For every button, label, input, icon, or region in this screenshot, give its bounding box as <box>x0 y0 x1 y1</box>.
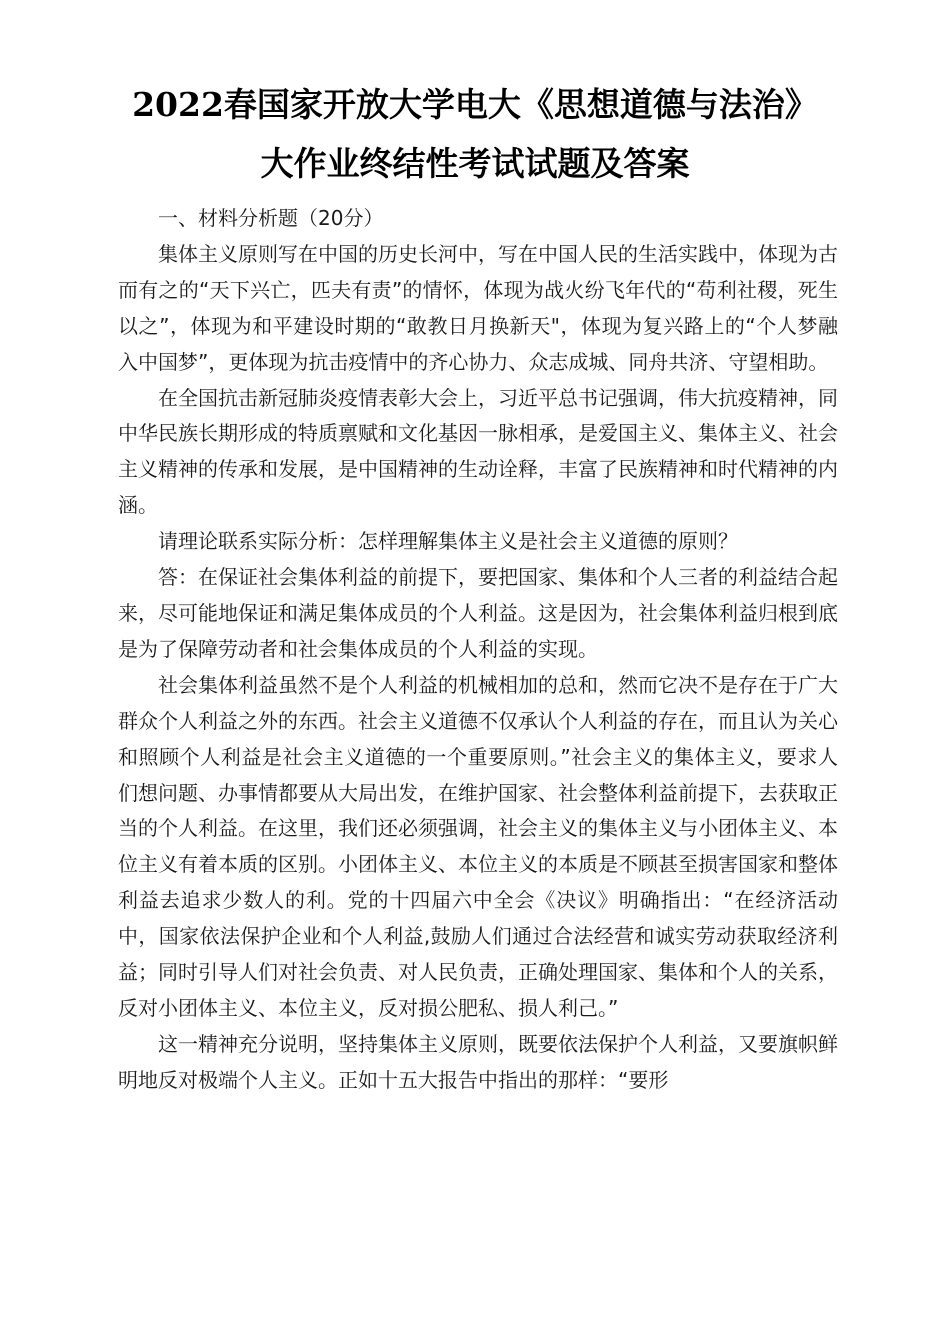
paragraph-answer-1: 答：在保证社会集体利益的前提下，要把国家、集体和个人三者的利益结合起来，尽可能地保证和满足集体成员的个人利益。这是因为，社会集体利益归根到底是为了保障劳动者和社会集体成员的个人利益的实现。 <box>118 565 838 661</box>
paragraph-answer-2: 社会集体利益虽然不是个人利益的机械相加的总和，然而它决不是存在于广大群众个人利益之外的东西。社会主义道德不仅承认个人利益的存在，而且认为关心和照顾个人利益是社会主义道德的一个重要原则。”社会主义的集体主义，要求人们想问题、办事情都要从大局出发，在维护国家、社会整体利益前提下，去获取正当的个人利益。在这里，我们还必须强调，社会主义的集体主义与小团体主义、本位主义有着本质的区别。小团体主义、本位主义的本质是不顾甚至损害国家和整体利益去追求少数人的利。党的十四届六中全会《决议》明确指出：“在经济活动中，国家依法保护企业和个人利益,鼓励人们通过合法经营和诚实劳动获取经济利益；同时引导人们对社会负责、对人民负责，正确处理国家、集体和个人的关系，反对小团体主义、本位主义，反对损公肥私、损人利己。” <box>118 672 838 1020</box>
document-title-line-2: 大作业终结性考试试题及答案 <box>260 144 690 183</box>
paragraph-material-1: 集体主义原则写在中国的历史长河中，写在中国人民的生活实践中，体现为古而有之的“天下兴亡，匹夫有责”的情怀，体现为战火纷飞年代的“苟利社稷，死生以之”，体现为和平建设时期的“敢教日月换新天"，体现为复兴路上的“个人梦融入中国梦”，更体现为抗击疫情中的齐心协力、众志成城、同舟共济、守望相助。 <box>118 241 838 374</box>
document-body <box>118 201 838 1099</box>
document-title-line-1: 2022春国家开放大学电大《思想道德与法治》 <box>132 85 818 124</box>
paragraph-question: 请理论联系实际分析：怎样理解集体主义是社会主义道德的原则？ <box>158 529 738 554</box>
section-heading: 一、材料分析题（20分） <box>158 206 384 230</box>
paragraph-material-2: 在全国抗击新冠肺炎疫情表彰大会上，习近平总书记强调，伟大抗疫精神，同中华民族长期形成的特质禀赋和文化基因一脉相承，是爱国主义、集体主义、社会主义精神的传承和发展，是中国精神的生动诠释，丰富了民族精神和时代精神的内涵。 <box>118 385 838 518</box>
paragraph-answer-3: 这一精神充分说明，坚持集体主义原则，既要依法保护个人利益，又要旗帜鲜明地反对极端个人主义。正如十五大报告中指出的那样：“要形 <box>118 1031 838 1092</box>
